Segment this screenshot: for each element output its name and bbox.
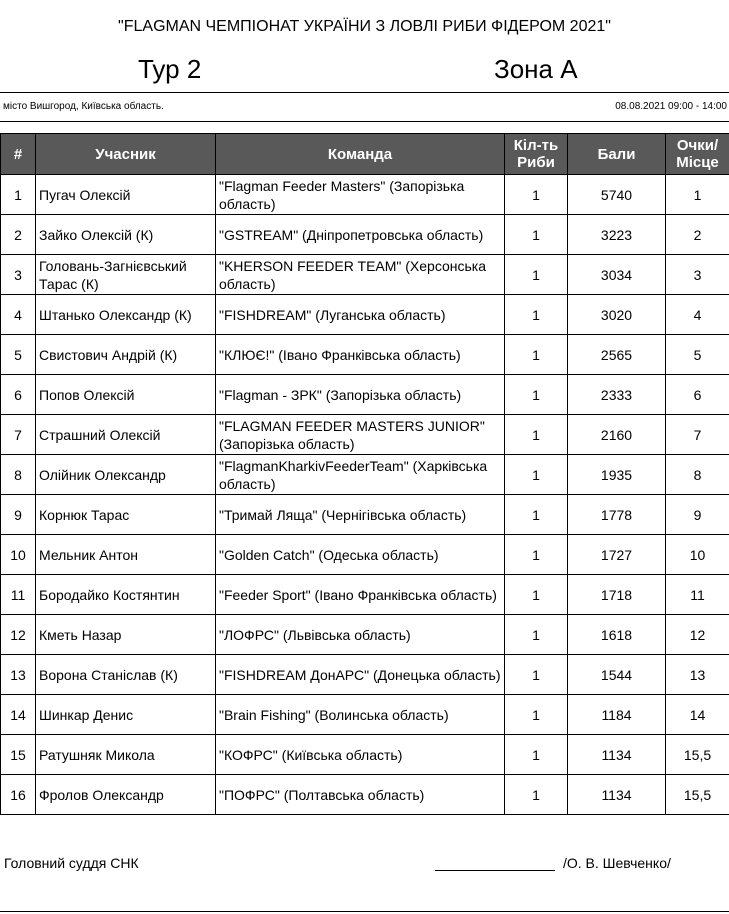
place-value: 6 bbox=[666, 375, 729, 415]
column-header-fish-count: Кіл-ть Риби bbox=[505, 134, 568, 175]
participant-name: Шинкар Денис bbox=[36, 695, 216, 735]
tour-label: Тур 2 bbox=[138, 54, 202, 84]
fish-count: 1 bbox=[505, 655, 568, 695]
zone-label: Зона А bbox=[494, 54, 578, 84]
points-value: 1778 bbox=[568, 495, 666, 535]
fish-count: 1 bbox=[505, 535, 568, 575]
table-row bbox=[1, 215, 729, 255]
points-value: 1718 bbox=[568, 575, 666, 615]
place-value: 14 bbox=[666, 695, 729, 735]
table-row bbox=[1, 655, 729, 695]
column-header-place: Очки/ Місце bbox=[666, 134, 729, 175]
participant-name: Кметь Назар bbox=[36, 615, 216, 655]
row-number: 1 bbox=[1, 175, 36, 215]
fish-count: 1 bbox=[505, 375, 568, 415]
place-value: 7 bbox=[666, 415, 729, 455]
footer-divider bbox=[0, 911, 729, 912]
place-value: 2 bbox=[666, 215, 729, 255]
fish-count: 1 bbox=[505, 335, 568, 375]
row-number: 11 bbox=[1, 575, 36, 615]
points-value: 1618 bbox=[568, 615, 666, 655]
place-value: 11 bbox=[666, 575, 729, 615]
fish-count: 1 bbox=[505, 295, 568, 335]
fish-count: 1 bbox=[505, 575, 568, 615]
points-value: 2160 bbox=[568, 415, 666, 455]
table-row bbox=[1, 175, 729, 215]
fish-count: 1 bbox=[505, 695, 568, 735]
participant-name: Ратушняк Микола bbox=[36, 735, 216, 775]
fish-count: 1 bbox=[505, 215, 568, 255]
date-time-text: 08.08.2021 09:00 - 14:00 bbox=[615, 101, 727, 112]
column-header-participant: Учасник bbox=[36, 134, 216, 175]
points-value: 3020 bbox=[568, 295, 666, 335]
place-value: 15,5 bbox=[666, 775, 729, 815]
table-row bbox=[1, 255, 729, 295]
place-value: 13 bbox=[666, 655, 729, 695]
row-number: 15 bbox=[1, 735, 36, 775]
chief-judge-name: /О. В. Шевченко/ bbox=[563, 855, 671, 871]
team-name: "Flagman Feeder Masters" (Запорізька область) bbox=[216, 175, 505, 215]
points-value: 5740 bbox=[568, 175, 666, 215]
points-value: 1727 bbox=[568, 535, 666, 575]
table-row bbox=[1, 695, 729, 735]
fish-count: 1 bbox=[505, 455, 568, 495]
fish-count: 1 bbox=[505, 735, 568, 775]
participant-name: Олійник Олександр bbox=[36, 455, 216, 495]
participant-name: Пугач Олексій bbox=[36, 175, 216, 215]
table-row bbox=[1, 575, 729, 615]
table-row bbox=[1, 775, 729, 815]
fish-count: 1 bbox=[505, 775, 568, 815]
place-value: 10 bbox=[666, 535, 729, 575]
participant-name: Фролов Олександр bbox=[36, 775, 216, 815]
team-name: "Golden Catch" (Одеська область) bbox=[216, 535, 505, 575]
team-name: "KHERSON FEEDER TEAM" (Херсонська область) bbox=[216, 255, 505, 295]
row-number: 3 bbox=[1, 255, 36, 295]
place-value: 8 bbox=[666, 455, 729, 495]
table-row bbox=[1, 295, 729, 335]
points-value: 3223 bbox=[568, 215, 666, 255]
column-header-team: Команда bbox=[216, 134, 505, 175]
table-row bbox=[1, 455, 729, 495]
team-name: "КЛЮЄ!" (Івано Франківська область) bbox=[216, 335, 505, 375]
participant-name: Корнюк Тарас bbox=[36, 495, 216, 535]
participant-name: Мельник Антон bbox=[36, 535, 216, 575]
row-number: 4 bbox=[1, 295, 36, 335]
team-name: "Тримай Ляща" (Чернігівська область) bbox=[216, 495, 505, 535]
participant-name: Ворона Станіслав (К) bbox=[36, 655, 216, 695]
points-value: 2333 bbox=[568, 375, 666, 415]
table-row bbox=[1, 335, 729, 375]
table-row bbox=[1, 495, 729, 535]
results-table-body bbox=[1, 175, 729, 815]
participant-name: Штанько Олександр (К) bbox=[36, 295, 216, 335]
results-table bbox=[0, 133, 729, 815]
row-number: 14 bbox=[1, 695, 36, 735]
team-name: "ПОФРС" (Полтавська область) bbox=[216, 775, 505, 815]
table-row bbox=[1, 535, 729, 575]
table-row bbox=[1, 375, 729, 415]
points-value: 2565 bbox=[568, 335, 666, 375]
fish-count: 1 bbox=[505, 255, 568, 295]
place-value: 5 bbox=[666, 335, 729, 375]
place-value: 12 bbox=[666, 615, 729, 655]
team-name: "КОФРС" (Київська область) bbox=[216, 735, 505, 775]
column-header-points: Бали bbox=[568, 134, 666, 175]
team-name: "FISHDREAM" (Луганська область) bbox=[216, 295, 505, 335]
participant-name: Бородайко Костянтин bbox=[36, 575, 216, 615]
row-number: 7 bbox=[1, 415, 36, 455]
row-number: 5 bbox=[1, 335, 36, 375]
points-value: 1935 bbox=[568, 455, 666, 495]
row-number: 12 bbox=[1, 615, 36, 655]
place-value: 3 bbox=[666, 255, 729, 295]
team-name: "Brain Fishing" (Волинська область) bbox=[216, 695, 505, 735]
participant-name: Головань-Загнієвський Тарас (К) bbox=[36, 255, 216, 295]
points-value: 1184 bbox=[568, 695, 666, 735]
participant-name: Свистович Андрій (К) bbox=[36, 335, 216, 375]
team-name: "GSTREAM" (Дніпропетровська область) bbox=[216, 215, 505, 255]
table-row bbox=[1, 615, 729, 655]
participant-name: Попов Олексій bbox=[36, 375, 216, 415]
venue-text: місто Вишгород, Київська область. bbox=[3, 101, 164, 112]
place-value: 15,5 bbox=[666, 735, 729, 775]
row-number: 16 bbox=[1, 775, 36, 815]
fish-count: 1 bbox=[505, 615, 568, 655]
divider-bottom bbox=[0, 121, 729, 122]
place-value: 9 bbox=[666, 495, 729, 535]
table-row bbox=[1, 415, 729, 455]
signature-line bbox=[435, 870, 555, 871]
document-title: "FLAGMAN ЧЕМПІОНАТ УКРАЇНИ З ЛОВЛІ РИБИ ФІДЕРОМ 2021" bbox=[118, 18, 611, 35]
row-number: 8 bbox=[1, 455, 36, 495]
table-header-row bbox=[1, 134, 729, 175]
points-value: 3034 bbox=[568, 255, 666, 295]
row-number: 2 bbox=[1, 215, 36, 255]
place-value: 4 bbox=[666, 295, 729, 335]
team-name: "FISHDREAM ДонАРС" (Донецька область) bbox=[216, 655, 505, 695]
team-name: "Flagman - ЗРК" (Запорізька область) bbox=[216, 375, 505, 415]
points-value: 1134 bbox=[568, 735, 666, 775]
points-value: 1544 bbox=[568, 655, 666, 695]
column-header-number: # bbox=[1, 134, 36, 175]
team-name: "FlagmanKharkivFeederTeam" (Харківська область) bbox=[216, 455, 505, 495]
fish-count: 1 bbox=[505, 175, 568, 215]
row-number: 9 bbox=[1, 495, 36, 535]
place-value: 1 bbox=[666, 175, 729, 215]
row-number: 6 bbox=[1, 375, 36, 415]
table-row bbox=[1, 735, 729, 775]
chief-judge-label: Головний суддя СНК bbox=[4, 855, 139, 871]
team-name: "ЛОФРС" (Львівська область) bbox=[216, 615, 505, 655]
divider-top bbox=[0, 92, 729, 93]
row-number: 10 bbox=[1, 535, 36, 575]
participant-name: Зайко Олексій (К) bbox=[36, 215, 216, 255]
team-name: "Feeder Sport" (Івано Франківська область) bbox=[216, 575, 505, 615]
team-name: "FLAGMAN FEEDER MASTERS JUNIOR" (Запорізька область) bbox=[216, 415, 505, 455]
fish-count: 1 bbox=[505, 495, 568, 535]
row-number: 13 bbox=[1, 655, 36, 695]
fish-count: 1 bbox=[505, 415, 568, 455]
points-value: 1134 bbox=[568, 775, 666, 815]
participant-name: Страшний Олексій bbox=[36, 415, 216, 455]
